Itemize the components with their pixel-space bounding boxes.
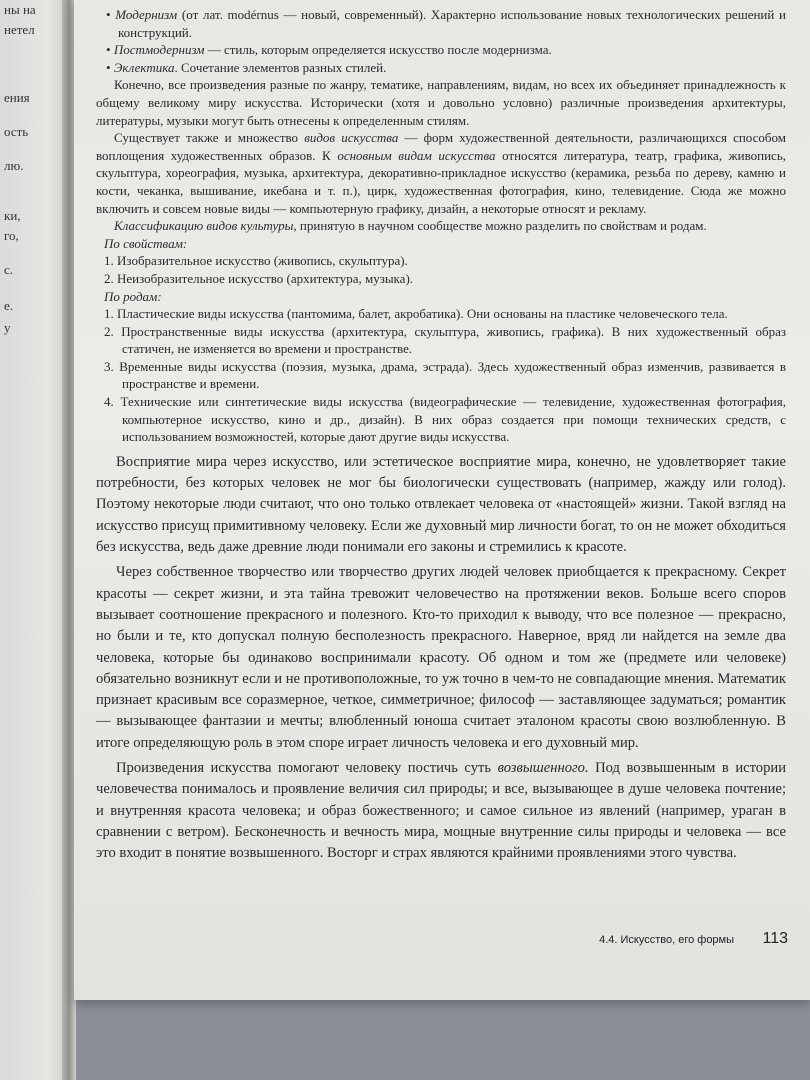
bullet-term: Постмодернизм bbox=[113, 42, 205, 58]
bullet-term: Модернизм bbox=[115, 7, 178, 22]
style-bullet: • Эклектика. Сочетание элементов разных стилей. bbox=[106, 59, 387, 75]
list-heading: По свойствам: bbox=[104, 235, 188, 251]
running-head: 4.4. Искусство, его формы bbox=[599, 934, 735, 946]
list-item: 3. Временные виды искусства (поэзия, музыка, драма, эстрада). Здесь художественный образ изменчив, развивается в пространстве и времени. bbox=[104, 358, 786, 392]
prev-page-fragment: у bbox=[4, 320, 11, 335]
bullet-term: Эклектика bbox=[113, 59, 175, 75]
prev-page-fragment: ки, bbox=[4, 208, 21, 223]
list-item: 1. Изобразительное искусство (живопись, скульптура). bbox=[104, 253, 408, 269]
prev-page-fragment: с. bbox=[4, 262, 14, 277]
list-heading: По родам: bbox=[104, 288, 162, 304]
book-page bbox=[74, 0, 810, 1000]
main-text-section bbox=[96, 452, 786, 865]
prev-page-fragment: го, bbox=[4, 228, 19, 243]
list-item: 1. Пластические виды искусства (пантомима, балет, акробатика). Они основаны на пластике человеческого тела. bbox=[104, 306, 728, 322]
previous-page-edge bbox=[0, 0, 70, 1080]
list-item: 2. Пространственные виды искусства (архитектура, скульптура, живопись, графика). В них художественный образ статичен, не изменяется во времени и пространстве. bbox=[104, 323, 786, 357]
page-number: 113 bbox=[762, 930, 788, 947]
prev-page-fragment: ения bbox=[4, 90, 30, 105]
small-print-section bbox=[96, 6, 786, 446]
paragraph: Через собственное творчество или творчество других людей человек приобщается к прекрасному. Секрет красоты — секрет жизни, и эта тайна тревожит человечество на протяжении веков. Больше всего споров вызывает соотношение прекрасного и полезного. Кто-то приходил к выводу, что все полезное — прекрасно, но были и те, кто допускал полную бесполезность прекрасного. Наверное, вряд ли найдется на земле два человека, которые бы одинаково воспринимали красоту. Об одном и том же (предмете или человеке) обязательно возникнут если и не противоположные, то уж точно в чем-то не совпадающие мнения. Математик признает красивым все соразмерное, четкое, симметричное; философ — заставляющее задуматься; романтик — вызывающее фантазии и мечты; влюбленный юноша считает эталоном красоты свою возлюбленную. В итоге определяющую роль в этом споре играет личность человека и его духовный мир. bbox=[96, 564, 786, 751]
bullet-text: . Сочетание элементов разных стилей. bbox=[174, 59, 387, 75]
page-footer bbox=[599, 930, 788, 948]
list-item: 4. Технические или синтетические виды искусства (видеографические — телевидение, художественная фотография, компьютерное искусство, кино и др., дизайн). В них образ создается при помощи технических средств, с использованием возможностей, которые дают другие виды искусства. bbox=[104, 394, 786, 445]
prev-page-fragment: ны на bbox=[4, 2, 36, 17]
prev-page-fragment: ость bbox=[4, 124, 29, 139]
paragraph: Восприятие мира через искусство, или эстетическое восприятие мира, конечно, не удовлетворяет такие потребности, без которых человек не мог бы биологически существовать (например, жажду или голод). Поэтому некоторые люди считают, что оно только отвлекает человека от «настоящей» жизни. Такой взгляд на искусство присущ примитивному человеку. Если же духовный мир личности богат, то он не может обходиться без искусства, ведь даже древние люди понимали его законы и стремились к красоте. bbox=[96, 453, 786, 556]
prev-page-fragment: лю. bbox=[4, 158, 24, 173]
style-bullet: • Постмодернизм — стиль, которым определяется искусство после модернизма. bbox=[106, 42, 552, 58]
bullet-text: (от лат. modérnus — новый, современный). Характерно использование новых технологических решений и конструкций. bbox=[118, 7, 786, 40]
page-text bbox=[96, 6, 786, 864]
list-item: 2. Неизобразительное искусство (архитектура, музыка). bbox=[104, 270, 414, 286]
paragraph: Конечно, все произведения разные по жанру, тематике, направлениям, видам, но всех их объединяет принадлежность к общему великому миру искусства. Исторически (хотя и довольно условно) различные произведения архитектуры, литературы, музыки могут быть отнесены к определенным стилям. bbox=[96, 77, 786, 128]
paragraph: Классификацию видов культуры, принятую в научном сообществе можно разделить по свойствам и родам. bbox=[114, 218, 707, 234]
paragraph: Произведения искусства помогают человеку постичь суть возвышенного. Под возвышенным в истории человечества понималось и проявление величия сил природы; и все, вызывающее в душе человека почтение; и внутренняя красота человека; и образ божественного; и самое сильное из явлений (например, ураган в сравнении с ветром). Бесконечность и вечность мира, мощные внутренние силы природы и человека — все это входит в понятие возвышенного. Восторг и страх являются крайними проявлениями этого чувства. bbox=[96, 760, 787, 862]
prev-page-fragment: нетел bbox=[4, 22, 35, 37]
style-bullet: • Модернизм (от лат. modérnus — новый, современный). Характерно использование новых технологических решений и конструкций. bbox=[106, 7, 786, 40]
paragraph: Существует также и множество видов искусства — форм художественной деятельности, различающихся способом воплощения художественных образов. К основным видам искусства относятся литература, театр, графика, живопись, скульптура, хореография, музыка, архитектура, декоративно-прикладное искусство (керамика, резьба по дереву, камню и кости, чеканка, вышивание, икебана и т. п.), цирк, художественная фотография, кино, телевидение. Сюда же можно включить и совсем новые виды — компьютерную графику, дизайн, а некоторые относят и рекламу. bbox=[96, 130, 787, 216]
bullet-text: — стиль, которым определяется искусство после модернизма. bbox=[204, 42, 552, 58]
prev-page-fragment: е. bbox=[4, 298, 14, 313]
